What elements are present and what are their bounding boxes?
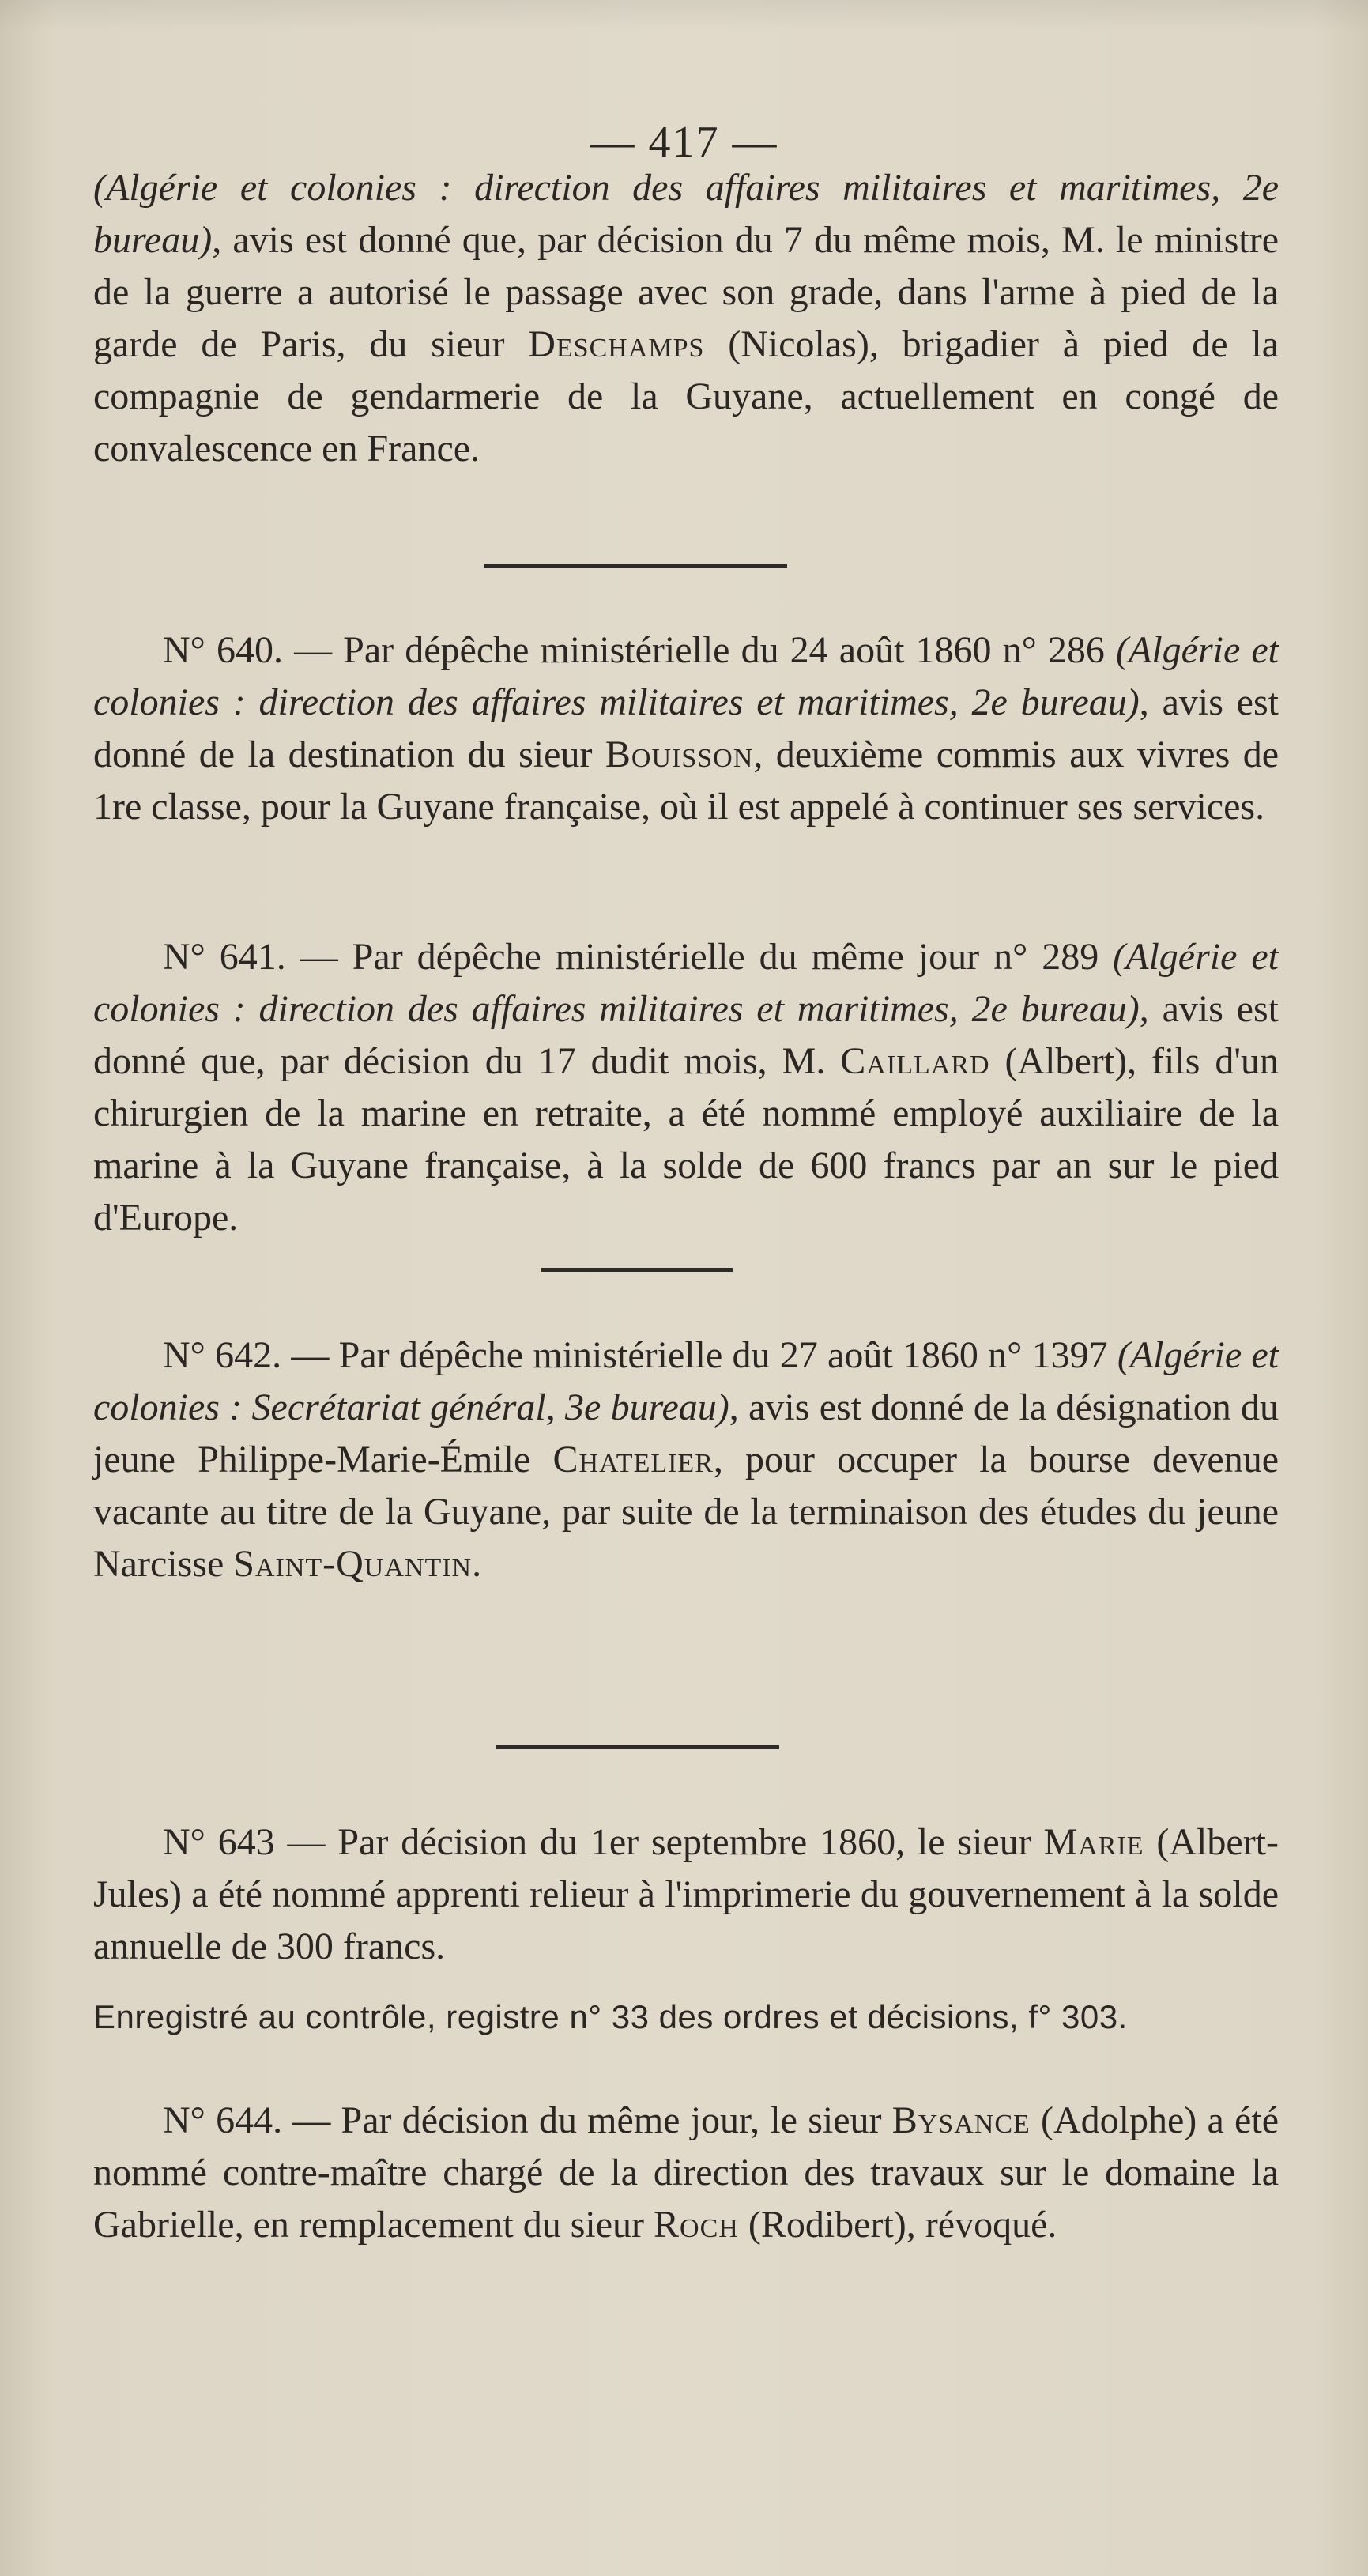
entry-641 [93,931,1279,1244]
paragraph-text: — Par décision du même jour, le sieur [282,2099,892,2141]
entry-number: N° 641. [163,936,286,978]
paragraph [93,162,1279,475]
bureau-reference: (Algérie et colonies : Secrétariat général, 3e bureau) [93,1334,1279,1428]
bureau-reference: (Algérie et colonies : direction des affaires militaires et maritimes, 2e bureau) [93,629,1279,723]
entry-640 [93,624,1279,833]
entry-number: N° 643 [163,1821,275,1863]
paragraph [93,1816,1279,1973]
person-name: Roch [654,2204,739,2246]
paragraph-text: — Par dépêche ministérielle du 24 août 1860 n° 286 [282,629,1117,671]
paragraph [93,624,1279,833]
person-name: Chatelier [552,1439,714,1480]
paragraph-text: . [472,1543,482,1585]
person-name: Bouisson [605,734,754,775]
paragraph-text: , avis est donné que, par décision du 7 du même mois, M. le ministre de la guerre a autorisé le passage avec son grade, dans l'arme à pied de la garde de Paris, du sieur [93,219,1279,365]
page-shadow [0,0,1368,32]
paragraph-text: — Par dépêche ministérielle du même jour n° 289 [285,936,1114,978]
paragraph-text: (Albert-Jules) a été nommé apprenti relieur à l'imprimerie du gouvernement à la solde annuelle de 300 francs. [93,1821,1279,1967]
paragraph [93,2095,1279,2251]
person-name: Caillard [840,1040,990,1082]
registration-note [93,1993,1279,2041]
person-name: Saint-Quantin [233,1543,473,1585]
paragraph-text: , deuxième commis aux vivres de 1re classe, pour la Guyane française, où il est appelé à continuer ses services. [93,734,1279,828]
person-name: Deschamps [528,323,705,365]
section-rule [484,564,787,568]
person-name: Marie [1043,1821,1144,1863]
entry-644 [93,2095,1279,2251]
entry-continuation [93,162,1279,475]
paragraph-text: , avis est donné de la destination du sieur [93,681,1279,775]
entry-number: N° 640. [163,629,283,671]
entry-number: N° 644. [163,2099,283,2141]
paragraph-text: (Rodibert), révoqué. [738,2204,1057,2246]
paragraph-text: , avis est donné que, par décision du 17 dudit mois, M. [93,988,1279,1082]
paragraph [93,1329,1279,1590]
paragraph-text: , pour occuper la bourse devenue vacante au titre de la Guyane, par suite de la terminaison des études du jeune Narcisse [93,1439,1279,1585]
person-name: Bysance [891,2099,1031,2141]
paragraph-text: (Albert), fils d'un chirurgien de la marine en retraite, a été nommé employé auxiliaire de la marine à la Guyane française, à la solde de 600 francs par an sur le pied d'Europe. [93,1040,1279,1239]
entry-643 [93,1816,1279,1973]
paragraph-text: , avis est donné de la désignation du jeune Philippe-Marie-Émile [93,1386,1279,1480]
bureau-reference: (Algérie et colonies : direction des affaires militaires et maritimes, 2e bureau) [93,936,1279,1030]
paragraph [93,931,1279,1244]
paragraph-text: — Par dépêche ministérielle du 27 août 1860 n° 1397 [281,1334,1117,1376]
paragraph-text: (Adolphe) a été nommé contre-maître chargé de la direction des travaux sur le domaine la Gabrielle, en remplacement du sieur [93,2099,1279,2246]
paragraph-text: (Nicolas), brigadier à pied de la compagnie de gendarmerie de la Guyane, actuellement en congé de convalescence en France. [93,323,1279,470]
section-rule [496,1745,779,1749]
section-rule [541,1268,733,1272]
page-number: — 417 — [590,118,778,167]
bureau-reference: (Algérie et colonies : direction des affaires militaires et maritimes, 2e bureau) [93,167,1279,261]
entry-642 [93,1329,1279,1590]
note-text: Enregistré au contrôle, registre n° 33 des ordres et décisions, f° 303. [93,1998,1128,2035]
entry-number: N° 642. [163,1334,282,1376]
paragraph-text: — Par décision du 1er septembre 1860, le sieur [274,1821,1044,1863]
